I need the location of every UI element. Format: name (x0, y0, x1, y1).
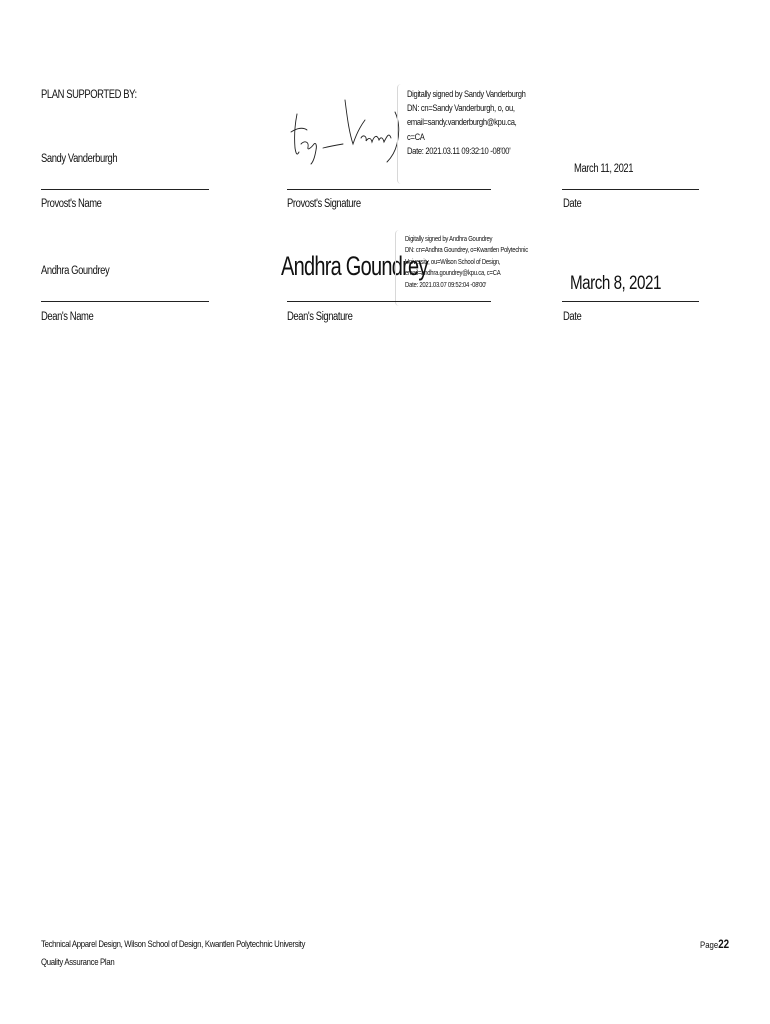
provost-date-label: Date (563, 198, 582, 210)
page-prefix: Page (700, 940, 719, 951)
provost-ds-line1: Digitally signed by Sandy Vanderburgh (407, 89, 526, 100)
dean-ds-line5: Date: 2021.03.07 09:52:04 -08'00' (405, 279, 487, 289)
dean-name-line (41, 301, 209, 302)
provost-ds-line5: Date: 2021.03.11 09:32:10 -08'00' (407, 145, 511, 157)
dean-date-label: Date (563, 311, 582, 323)
provost-signature-label: Provost's Signature (287, 198, 361, 210)
dean-ds-line3: University, ou=Wilson School of Design, (405, 256, 501, 266)
dean-name: Andhra Goundrey (41, 265, 110, 277)
provost-name-label: Provost's Name (41, 198, 102, 210)
page-number (700, 935, 729, 953)
dean-signature-text: Andhra Goundrey (281, 251, 428, 281)
dean-ds-line1: Digitally signed by Andhra Goundrey (405, 234, 493, 243)
dean-ds-line4: email=andhra.goundrey@kpu.ca, c=CA (405, 268, 501, 278)
plan-supported-heading: PLAN SUPPORTED BY: (41, 89, 137, 101)
dean-ds-line2: DN: cn=Andhra Goundrey, o=Kwantlen Polytechnic (405, 245, 528, 255)
provost-ds-line4: c=CA (407, 131, 425, 143)
provost-handwritten-signature (283, 92, 403, 178)
provost-ds-line3: email=sandy.vanderburgh@kpu.ca, (407, 117, 517, 129)
provost-name-line (41, 189, 209, 190)
dean-date-line (562, 301, 699, 302)
provost-ds-line2: DN: cn=Sandy Vanderburgh, o, ou, (407, 103, 515, 115)
dean-date-value: March 8, 2021 (570, 273, 661, 294)
dean-digital-signature-block (405, 233, 559, 290)
provost-digital-signature-block (407, 88, 555, 159)
provost-digital-seal (397, 84, 407, 184)
footer-line2: Quality Assurance Plan (41, 957, 115, 968)
dean-signature-label: Dean's Signature (287, 311, 353, 323)
dean-name-label: Dean's Name (41, 311, 94, 323)
provost-date-value: March 11, 2021 (574, 163, 634, 175)
footer-line1: Technical Apparel Design, Wilson School of Design, Kwantlen Polytechnic University (41, 939, 306, 950)
page-number-value: 22 (718, 937, 730, 951)
provost-name: Sandy Vanderburgh (41, 153, 118, 165)
provost-date-line (562, 189, 699, 190)
dean-digital-seal (395, 230, 404, 306)
dean-signature-line (287, 301, 491, 302)
provost-signature-line (287, 189, 491, 190)
